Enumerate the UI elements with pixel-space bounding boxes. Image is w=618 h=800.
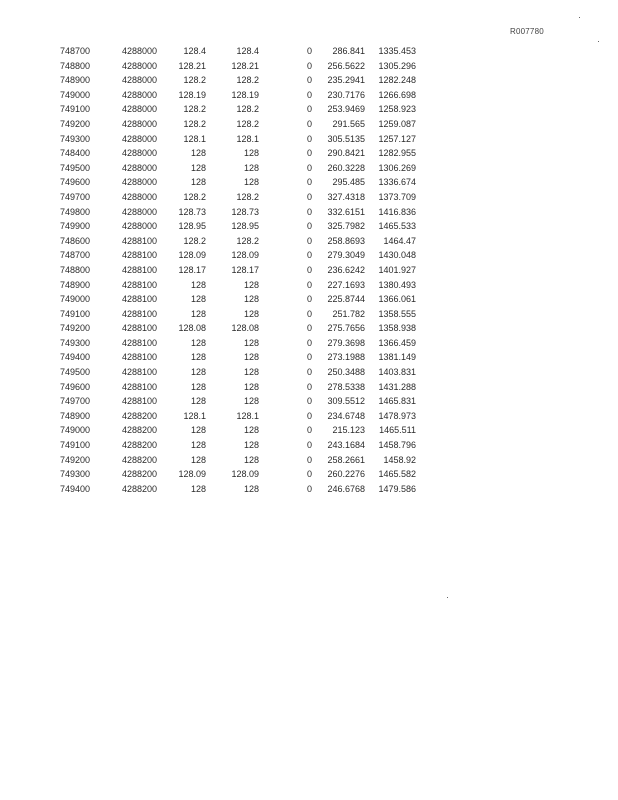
table-cell: 749700 bbox=[59, 191, 90, 202]
table-cell: 128 bbox=[190, 337, 206, 348]
table-row bbox=[40, 219, 416, 234]
table-cell: 128.19 bbox=[231, 89, 259, 100]
table-cell: 1373.709 bbox=[378, 191, 416, 202]
table-cell: 4288100 bbox=[121, 396, 157, 407]
table-cell: 749600 bbox=[59, 381, 90, 392]
table-cell: 0 bbox=[306, 396, 312, 407]
table-cell: 230.7176 bbox=[327, 89, 365, 100]
table-cell: 235.2941 bbox=[327, 75, 365, 86]
table-cell: 305.5135 bbox=[327, 133, 365, 144]
page-id: R007780 bbox=[510, 27, 544, 36]
table-row bbox=[40, 117, 416, 132]
table-cell: 278.5338 bbox=[327, 381, 365, 392]
table-cell: 749600 bbox=[59, 177, 90, 188]
table-cell: 1479.586 bbox=[378, 483, 416, 494]
table-cell: 0 bbox=[306, 148, 312, 159]
table-cell: 128.08 bbox=[231, 323, 259, 334]
table-cell: 128 bbox=[190, 396, 206, 407]
table-cell: 128 bbox=[190, 148, 206, 159]
table-cell: 749200 bbox=[59, 454, 90, 465]
table-cell: 748900 bbox=[59, 75, 90, 86]
table-cell: 0 bbox=[306, 264, 312, 275]
table-cell: 4288200 bbox=[121, 410, 157, 421]
table-cell: 1478.973 bbox=[378, 410, 416, 421]
table-cell: 0 bbox=[306, 469, 312, 480]
table-cell: 4288000 bbox=[121, 60, 157, 71]
table-row bbox=[40, 292, 416, 307]
table-cell: 4288000 bbox=[121, 118, 157, 129]
table-cell: 128 bbox=[243, 148, 259, 159]
table-cell: 749400 bbox=[59, 352, 90, 363]
table-cell: 1282.248 bbox=[378, 75, 416, 86]
table-cell: 128.08 bbox=[178, 323, 206, 334]
table-cell: 128.2 bbox=[236, 104, 259, 115]
table-cell: 295.485 bbox=[332, 177, 365, 188]
table-cell: 0 bbox=[306, 162, 312, 173]
table-cell: 258.2661 bbox=[327, 454, 365, 465]
table-cell: 4288000 bbox=[121, 206, 157, 217]
table-cell: 1465.533 bbox=[378, 221, 416, 232]
table-cell: 273.1988 bbox=[327, 352, 365, 363]
table-cell: 128.2 bbox=[183, 75, 206, 86]
table-cell: 748800 bbox=[59, 60, 90, 71]
table-cell: 4288200 bbox=[121, 483, 157, 494]
table-cell: 748900 bbox=[59, 279, 90, 290]
table-cell: 4288000 bbox=[121, 89, 157, 100]
table-cell: 128.17 bbox=[231, 264, 259, 275]
table-cell: 4288100 bbox=[121, 381, 157, 392]
table-cell: 4288000 bbox=[121, 46, 157, 56]
scan-speck bbox=[598, 41, 599, 42]
table-cell: 749100 bbox=[59, 104, 90, 115]
table-cell: 128 bbox=[243, 337, 259, 348]
table-row bbox=[40, 307, 416, 322]
table-cell: 128 bbox=[243, 425, 259, 436]
table-cell: 290.8421 bbox=[327, 148, 365, 159]
table-cell: 128.1 bbox=[183, 133, 206, 144]
table-row bbox=[40, 234, 416, 249]
table-cell: 4288000 bbox=[121, 104, 157, 115]
table-cell: 0 bbox=[306, 381, 312, 392]
table-row bbox=[40, 453, 416, 468]
table-cell: 128 bbox=[243, 279, 259, 290]
table-row bbox=[40, 175, 416, 190]
table-cell: 1458.92 bbox=[383, 454, 416, 465]
table-cell: 128 bbox=[190, 352, 206, 363]
table-cell: 0 bbox=[306, 425, 312, 436]
table-cell: 227.1693 bbox=[327, 279, 365, 290]
table-cell: 4288100 bbox=[121, 250, 157, 261]
table-cell: 128 bbox=[243, 352, 259, 363]
table-cell: 4288100 bbox=[121, 337, 157, 348]
table-cell: 749700 bbox=[59, 396, 90, 407]
table-cell: 253.9469 bbox=[327, 104, 365, 115]
table-cell: 1358.555 bbox=[378, 308, 416, 319]
table-cell: 128 bbox=[190, 279, 206, 290]
table-row bbox=[40, 467, 416, 482]
table-cell: 1401.927 bbox=[378, 264, 416, 275]
table-cell: 128 bbox=[190, 381, 206, 392]
table-cell: 128.17 bbox=[178, 264, 206, 275]
table-cell: 128.4 bbox=[236, 46, 259, 56]
table-cell: 128.19 bbox=[178, 89, 206, 100]
table-cell: 128.2 bbox=[183, 235, 206, 246]
table-cell: 0 bbox=[306, 89, 312, 100]
table-cell: 4288000 bbox=[121, 75, 157, 86]
table-cell: 0 bbox=[306, 60, 312, 71]
table-cell: 286.841 bbox=[332, 46, 365, 56]
table-row bbox=[40, 132, 416, 147]
table-cell: 0 bbox=[306, 250, 312, 261]
table-cell: 0 bbox=[306, 279, 312, 290]
table-cell: 128.21 bbox=[231, 60, 259, 71]
table-row bbox=[40, 482, 416, 497]
table-cell: 0 bbox=[306, 308, 312, 319]
table-cell: 128.95 bbox=[231, 221, 259, 232]
table-cell: 0 bbox=[306, 104, 312, 115]
table-row bbox=[40, 205, 416, 220]
table-cell: 1380.493 bbox=[378, 279, 416, 290]
table-cell: 1358.938 bbox=[378, 323, 416, 334]
table-cell: 749400 bbox=[59, 483, 90, 494]
table-cell: 128.2 bbox=[236, 235, 259, 246]
table-cell: 128.2 bbox=[183, 191, 206, 202]
table-cell: 128 bbox=[243, 440, 259, 451]
table-cell: 749200 bbox=[59, 323, 90, 334]
table-cell: 128 bbox=[243, 367, 259, 378]
table-cell: 748900 bbox=[59, 410, 90, 421]
table-cell: 748700 bbox=[59, 250, 90, 261]
table-cell: 246.6768 bbox=[327, 483, 365, 494]
table-cell: 0 bbox=[306, 118, 312, 129]
table-cell: 0 bbox=[306, 75, 312, 86]
scan-speck bbox=[579, 17, 580, 18]
table-cell: 4288100 bbox=[121, 352, 157, 363]
table-cell: 309.5512 bbox=[327, 396, 365, 407]
table-cell: 325.7982 bbox=[327, 221, 365, 232]
table-cell: 1464.47 bbox=[383, 235, 416, 246]
table-cell: 1266.698 bbox=[378, 89, 416, 100]
table-cell: 0 bbox=[306, 133, 312, 144]
table-cell: 0 bbox=[306, 235, 312, 246]
table-cell: 279.3049 bbox=[327, 250, 365, 261]
table-cell: 128 bbox=[190, 162, 206, 173]
table-cell: 0 bbox=[306, 221, 312, 232]
table-row bbox=[40, 336, 416, 351]
table-cell: 128.2 bbox=[236, 118, 259, 129]
table-cell: 1259.087 bbox=[378, 118, 416, 129]
table-cell: 4288200 bbox=[121, 469, 157, 480]
table-cell: 0 bbox=[306, 294, 312, 305]
table-cell: 128 bbox=[243, 396, 259, 407]
table-cell: 4288100 bbox=[121, 235, 157, 246]
table-cell: 332.6151 bbox=[327, 206, 365, 217]
table-cell: 4288100 bbox=[121, 294, 157, 305]
table-cell: 128.09 bbox=[178, 250, 206, 261]
table-cell: 1431.288 bbox=[378, 381, 416, 392]
table-cell: 128.1 bbox=[236, 133, 259, 144]
table-row bbox=[40, 409, 416, 424]
table-cell: 0 bbox=[306, 46, 312, 56]
table-cell: 128 bbox=[243, 381, 259, 392]
table-cell: 128.2 bbox=[236, 75, 259, 86]
table-cell: 128 bbox=[243, 308, 259, 319]
table-cell: 1335.453 bbox=[378, 46, 416, 56]
table-cell: 128.2 bbox=[236, 191, 259, 202]
table-cell: 128.09 bbox=[231, 250, 259, 261]
table-row bbox=[40, 44, 416, 59]
table-cell: 128.73 bbox=[178, 206, 206, 217]
table-cell: 749300 bbox=[59, 133, 90, 144]
table-cell: 279.3698 bbox=[327, 337, 365, 348]
table-row bbox=[40, 248, 416, 263]
table-row bbox=[40, 190, 416, 205]
scan-speck bbox=[447, 597, 448, 598]
table-cell: 749200 bbox=[59, 118, 90, 129]
table-cell: 215.123 bbox=[332, 425, 365, 436]
table-cell: 4288000 bbox=[121, 191, 157, 202]
table-cell: 225.8744 bbox=[327, 294, 365, 305]
table-cell: 0 bbox=[306, 177, 312, 188]
table-row bbox=[40, 88, 416, 103]
table-row bbox=[40, 73, 416, 88]
table-cell: 1403.831 bbox=[378, 367, 416, 378]
table-row bbox=[40, 59, 416, 74]
table-cell: 327.4318 bbox=[327, 191, 365, 202]
table-cell: 4288100 bbox=[121, 264, 157, 275]
table-cell: 4288100 bbox=[121, 367, 157, 378]
table-cell: 4288000 bbox=[121, 162, 157, 173]
table-row bbox=[40, 263, 416, 278]
table-cell: 1366.061 bbox=[378, 294, 416, 305]
table-cell: 128 bbox=[243, 177, 259, 188]
table-cell: 128.1 bbox=[236, 410, 259, 421]
table-cell: 1336.674 bbox=[378, 177, 416, 188]
table-cell: 4288200 bbox=[121, 454, 157, 465]
table-cell: 4288100 bbox=[121, 308, 157, 319]
table-cell: 1458.796 bbox=[378, 440, 416, 451]
table-cell: 128 bbox=[190, 454, 206, 465]
data-table bbox=[40, 44, 416, 496]
table-row bbox=[40, 321, 416, 336]
table-cell: 1381.149 bbox=[378, 352, 416, 363]
table-cell: 1465.831 bbox=[378, 396, 416, 407]
table-row bbox=[40, 423, 416, 438]
table-cell: 4288000 bbox=[121, 221, 157, 232]
table-cell: 128 bbox=[190, 440, 206, 451]
table-cell: 1257.127 bbox=[378, 133, 416, 144]
table-cell: 4288000 bbox=[121, 177, 157, 188]
table-cell: 748700 bbox=[59, 46, 90, 56]
table-cell: 128.4 bbox=[183, 46, 206, 56]
table-cell: 256.5622 bbox=[327, 60, 365, 71]
table-cell: 128.09 bbox=[178, 469, 206, 480]
table-cell: 0 bbox=[306, 206, 312, 217]
data-table-body bbox=[40, 44, 416, 496]
table-cell: 128.73 bbox=[231, 206, 259, 217]
table-cell: 0 bbox=[306, 483, 312, 494]
table-cell: 0 bbox=[306, 367, 312, 378]
table-cell: 250.3488 bbox=[327, 367, 365, 378]
table-cell: 749300 bbox=[59, 469, 90, 480]
table-cell: 0 bbox=[306, 352, 312, 363]
table-row bbox=[40, 278, 416, 293]
table-cell: 1416.836 bbox=[378, 206, 416, 217]
table-cell: 1430.048 bbox=[378, 250, 416, 261]
table-cell: 128 bbox=[190, 367, 206, 378]
table-cell: 1465.582 bbox=[378, 469, 416, 480]
table-cell: 749100 bbox=[59, 308, 90, 319]
table-row bbox=[40, 102, 416, 117]
table-cell: 0 bbox=[306, 337, 312, 348]
table-cell: 128.95 bbox=[178, 221, 206, 232]
table-row bbox=[40, 161, 416, 176]
table-cell: 749800 bbox=[59, 206, 90, 217]
table-cell: 260.2276 bbox=[327, 469, 365, 480]
table-cell: 0 bbox=[306, 191, 312, 202]
table-cell: 4288200 bbox=[121, 425, 157, 436]
table-cell: 275.7656 bbox=[327, 323, 365, 334]
table-cell: 258.8693 bbox=[327, 235, 365, 246]
table-cell: 749100 bbox=[59, 440, 90, 451]
table-cell: 749500 bbox=[59, 162, 90, 173]
table-cell: 234.6748 bbox=[327, 410, 365, 421]
table-cell: 128 bbox=[190, 483, 206, 494]
table-cell: 1306.269 bbox=[378, 162, 416, 173]
table-cell: 128 bbox=[190, 308, 206, 319]
table-cell: 749300 bbox=[59, 337, 90, 348]
table-cell: 243.1684 bbox=[327, 440, 365, 451]
table-cell: 4288000 bbox=[121, 133, 157, 144]
table-cell: 128 bbox=[190, 425, 206, 436]
table-cell: 4288100 bbox=[121, 279, 157, 290]
table-cell: 4288200 bbox=[121, 440, 157, 451]
table-cell: 128 bbox=[243, 483, 259, 494]
table-cell: 0 bbox=[306, 440, 312, 451]
table-cell: 251.782 bbox=[332, 308, 365, 319]
table-cell: 1465.511 bbox=[379, 425, 416, 436]
table-cell: 260.3228 bbox=[327, 162, 365, 173]
table-cell: 1366.459 bbox=[378, 337, 416, 348]
table-row bbox=[40, 365, 416, 380]
table-cell: 1282.955 bbox=[378, 148, 416, 159]
table-row bbox=[40, 350, 416, 365]
table-cell: 128 bbox=[243, 294, 259, 305]
table-cell: 749000 bbox=[59, 425, 90, 436]
table-cell: 128.1 bbox=[183, 410, 206, 421]
table-cell: 0 bbox=[306, 323, 312, 334]
table-cell: 128.2 bbox=[183, 118, 206, 129]
table-cell: 0 bbox=[306, 454, 312, 465]
table-row bbox=[40, 394, 416, 409]
table-cell: 748600 bbox=[59, 235, 90, 246]
table-cell: 1258.923 bbox=[378, 104, 416, 115]
table-cell: 749000 bbox=[59, 294, 90, 305]
table-cell: 128 bbox=[190, 177, 206, 188]
table-cell: 749500 bbox=[59, 367, 90, 378]
table-row bbox=[40, 146, 416, 161]
table-cell: 128 bbox=[190, 294, 206, 305]
table-cell: 748400 bbox=[59, 148, 90, 159]
table-cell: 1305.296 bbox=[378, 60, 416, 71]
table-cell: 236.6242 bbox=[327, 264, 365, 275]
table-cell: 748800 bbox=[59, 264, 90, 275]
table-cell: 4288100 bbox=[121, 323, 157, 334]
table-cell: 749900 bbox=[59, 221, 90, 232]
table-cell: 0 bbox=[306, 410, 312, 421]
table-row bbox=[40, 438, 416, 453]
table-cell: 128.21 bbox=[178, 60, 206, 71]
table-cell: 291.565 bbox=[332, 118, 365, 129]
table-cell: 128.2 bbox=[183, 104, 206, 115]
table-cell: 128.09 bbox=[231, 469, 259, 480]
table-cell: 4288000 bbox=[121, 148, 157, 159]
table-cell: 749000 bbox=[59, 89, 90, 100]
table-cell: 128 bbox=[243, 454, 259, 465]
table-cell: 128 bbox=[243, 162, 259, 173]
table-row bbox=[40, 380, 416, 395]
